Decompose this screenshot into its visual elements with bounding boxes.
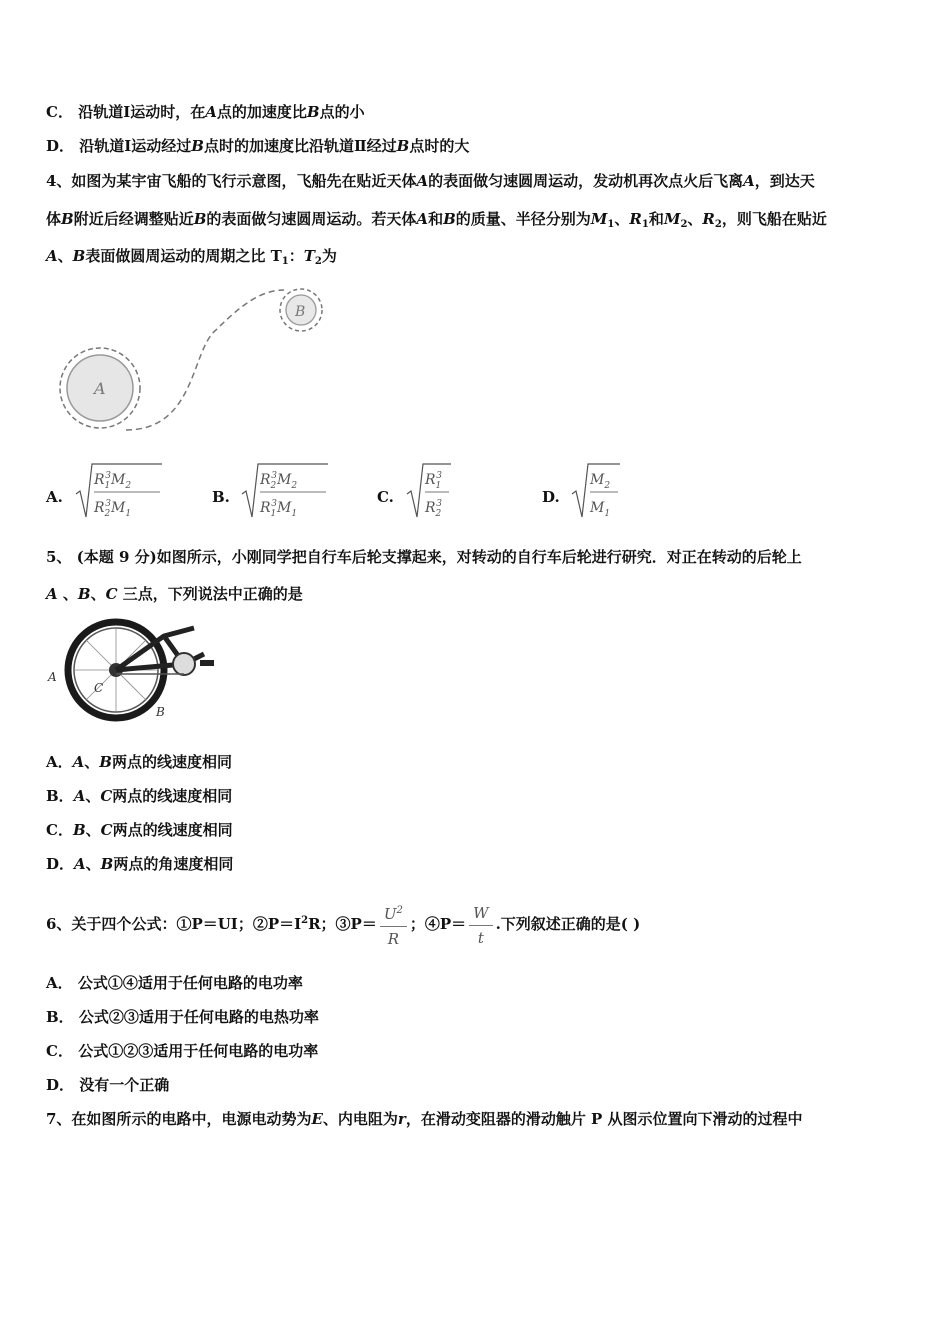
q4-option-b: B. $R_23M_2$ $R_13M_1$ [212,462,332,522]
point-b-label: B [156,705,165,719]
formula-u2-over-r: $\frac{U^2}{R}$ [380,901,407,949]
q6-option-b: B． 公式②③适用于任何电路的电热功率 [46,1008,319,1026]
q5-stem-line2: A 、B、C 三点，下列说法中正确的是 [46,585,303,603]
point-a-label: A [48,670,57,684]
svg-text:R23M1: $R_23M_1$ [94,499,132,519]
q5-option-b: B．A、C两点的线速度相同 [46,787,233,805]
svg-text:R13M1: $R_13M_1$ [260,499,298,519]
q7-stem: 7、在如图所示的电路中，电源电动势为E、内电阻为r，在滑动变阻器的滑动触片 P 从图示位置向下滑动的过程中 [46,1110,803,1128]
q6-option-a: A． 公式①④适用于任何电路的电功率 [46,974,303,992]
svg-text:R23M2: $R_23M_2$ [260,471,298,491]
q3-option-c: C． 沿轨道Ⅰ运动时，在A点的加速度比B点的小 [46,103,365,121]
q4-stem-line3: A、B表面做圆周运动的周期之比 $T_1$：$T_2$为 [46,247,337,267]
svg-text:M1: $M_1$ [590,500,611,519]
q5-option-a: A．A、B两点的线速度相同 [46,753,232,771]
q3-option-d: D． 沿轨道Ⅰ运动经过B点时的加速度比沿轨道Ⅱ经过B点时的大 [46,137,470,155]
svg-text:R13M2: $R_13M_2$ [94,471,132,491]
transfer-trajectory [126,290,284,430]
radical-c [405,462,465,522]
pedal [200,660,214,666]
radical-a [74,462,164,522]
q5-option-d: D．A、B两点的角速度相同 [46,855,234,873]
q4-option-c: C. $R_13$ $R_23$ [377,462,477,522]
q6-stem: 6、关于四个公式：①P＝UI；$②P=I^2R$；③P＝ $\frac{U^2}{R}$ ；④P＝ $\frac{W}{t}$ .下列叙述正确的是( ) [46,893,640,952]
point-c-label: C [94,681,104,695]
q5-stem-line1: 5、 (本题 9 分)如图所示，小刚同学把自行车后轮支撑起来，对转动的自行车后轮进行研究．对正在转动的后轮上 [46,548,802,566]
q4-stem-line2: 体B附近后经调整贴近B的表面做匀速圆周运动。若天体A和B的质量、半径分别为$M_1$、$R_1$和$M_2$、$R_2$，则飞船在贴近 [46,210,827,230]
q4-option-d: D. $M_2$ $M_1$ [542,462,642,522]
chainring [173,653,195,675]
svg-text:R13: $R_13$ [425,471,443,491]
svg-text:M2: $M_2$ [590,472,611,491]
body-a-label: A [94,379,106,398]
spacecraft-orbit-diagram [46,280,346,440]
radical-b [240,462,330,522]
q5-option-c: C．B、C两点的线速度相同 [46,821,233,839]
q6-option-c: C． 公式①②③适用于任何电路的电功率 [46,1042,319,1060]
q4-stem-line1: 4、如图为某宇宙飞船的飞行示意图，飞船先在贴近天体A的表面做匀速圆周运动，发动机再次点火后飞离A，到达天 [46,172,815,190]
svg-text:R23: $R_23$ [425,499,443,519]
body-b-label: B [295,304,306,320]
bicycle-wheel-photo [44,614,224,724]
q6-option-d: D． 没有一个正确 [46,1076,170,1094]
radical-d [570,462,630,522]
q4-option-a: A. $R_13M_2$ $R_23M_1$ [46,462,166,522]
formula-w-over-t: $\frac{W}{t}$ [469,903,492,948]
